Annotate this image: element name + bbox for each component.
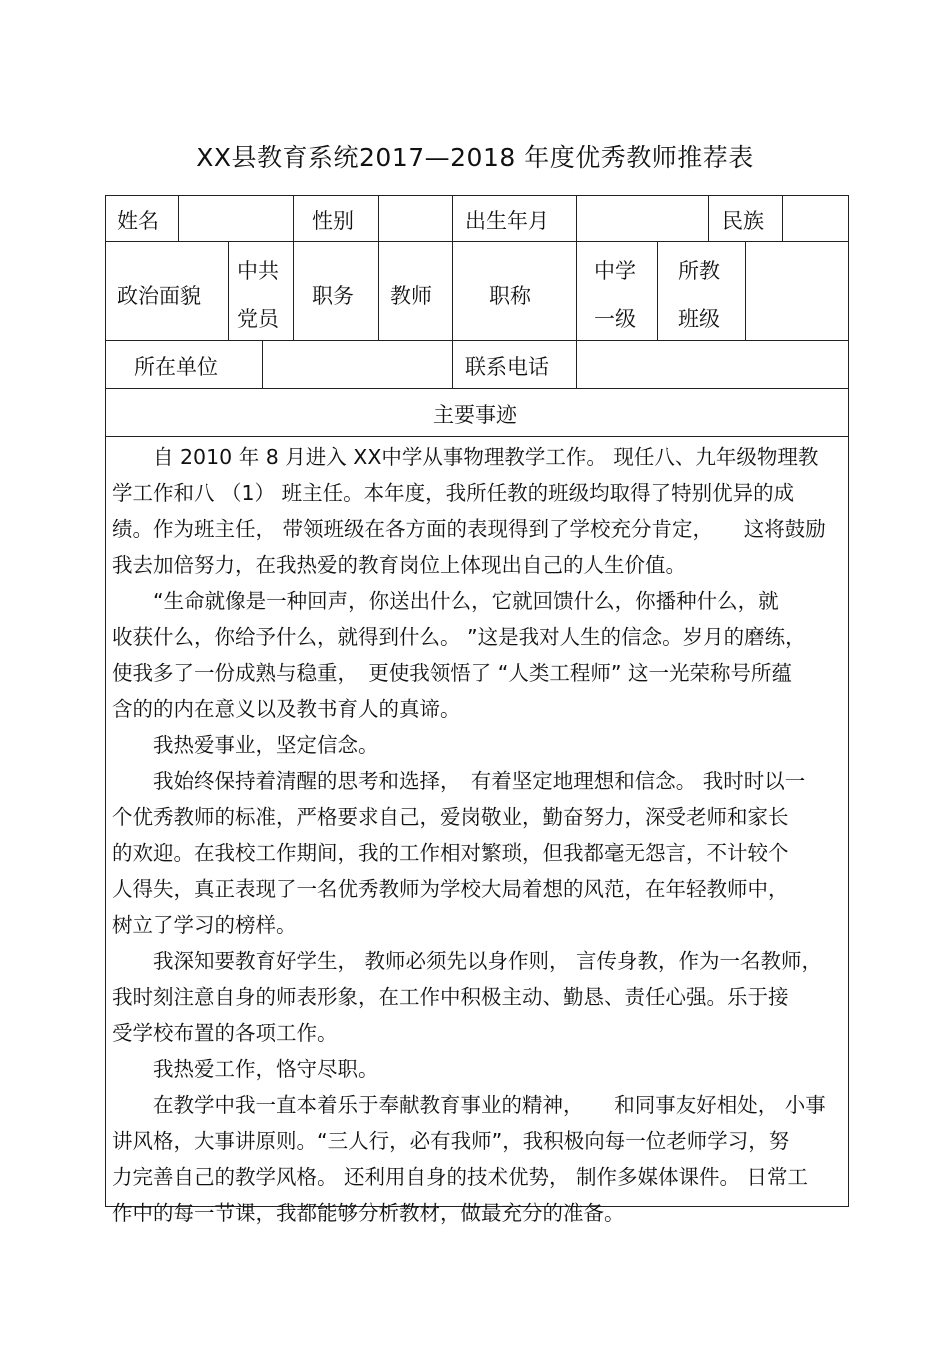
phone-label: 联系电话 (465, 355, 549, 379)
body-line: 在教学中我一直本着乐于奉献教育事业的精神， 和同事友好相处， 小事 (112, 1093, 826, 1117)
body-line: 树立了学习的榜样。 (112, 913, 297, 937)
col-divider (293, 241, 294, 340)
col-divider (262, 340, 263, 388)
body-line: 学工作和八 （1） 班主任。本年度，我所任教的班级均取得了特别优异的成 (112, 481, 795, 505)
body-line: 含的的内在意义以及教书育人的真谛。 (112, 697, 461, 721)
title-rank-label: 职称 (489, 284, 531, 308)
section-title: 主要事迹 (433, 403, 517, 427)
ethnicity-label: 民族 (722, 209, 764, 233)
body-line: 我时刻注意自身的师表形象，在工作中积极主动、勤恳、责任心强。乐于接 (112, 985, 789, 1009)
col-divider (782, 195, 783, 241)
body-line: 我深知要教育好学生， 教师必须先以身作则， 言传身教，作为一名教师， (112, 949, 823, 973)
work-unit-label: 所在单位 (134, 355, 218, 379)
col-divider (657, 241, 658, 340)
row-divider (105, 241, 849, 242)
body-line: 的欢迎。在我校工作期间，我的工作相对繁琐，但我都毫无怨言，不计较个 (112, 841, 789, 865)
col-divider (378, 195, 379, 241)
body-line: “生命就像是一种回声，你送出什么，它就回馈什么，你播种什么，就 (112, 589, 779, 613)
body-line: 人得失，真正表现了一名优秀教师为学校大局着想的风范，在年轻教师中， (112, 877, 789, 901)
body-line: 绩。作为班主任， 带领班级在各方面的表现得到了学校充分肯定， 这将鼓励 (112, 517, 826, 541)
col-divider (452, 195, 453, 241)
position-label: 职务 (312, 284, 354, 308)
col-divider (293, 195, 294, 241)
body-line: 我去加倍努力，在我热爱的教育岗位上体现出自己的人生价值。 (112, 553, 686, 577)
political-status-value-line1: 中共 (237, 259, 279, 283)
col-divider (378, 241, 379, 340)
body-line: 使我多了一份成熟与稳重， 更使我领悟了 “人类工程师” 这一光荣称号所蕴 (112, 661, 793, 685)
body-line: 力完善自己的教学风格。 还利用自身的技术优势， 制作多媒体课件。 日常工 (112, 1165, 809, 1189)
gender-label: 性别 (312, 209, 354, 233)
col-divider (178, 195, 179, 241)
taught-class-label-line2: 班级 (678, 307, 720, 331)
body-line: 自 2010 年 8 月进入 XX中学从事物理教学工作。 现任八、九年级物理教 (112, 445, 819, 469)
row-divider (105, 436, 849, 437)
row-divider (105, 340, 849, 341)
political-status-label: 政治面貌 (117, 284, 201, 308)
col-divider (576, 195, 577, 241)
body-line: 收获什么，你给予什么，就得到什么。 ”这是我对人生的信念。岁月的磨练， (112, 625, 806, 649)
body-line: 受学校布置的各项工作。 (112, 1021, 338, 1045)
col-divider (708, 195, 709, 241)
title-rank-value-line1: 中学 (594, 259, 636, 283)
body-line: 个优秀教师的标准，严格要求自己，爱岗敬业，勤奋努力，深受老师和家长 (112, 805, 789, 829)
birth-date-label: 出生年月 (465, 209, 549, 233)
col-divider (745, 241, 746, 340)
main-achievements-text (112, 439, 842, 1231)
body-line: 我始终保持着清醒的思考和选择， 有着坚定地理想和信念。 我时时以一 (112, 769, 806, 793)
body-line: 我热爱事业，坚定信念。 (112, 733, 379, 757)
col-divider (452, 241, 453, 340)
position-value: 教师 (390, 284, 432, 308)
body-line: 讲风格，大事讲原则。“三人行，必有我师”，我积极向每一位老师学习，努 (112, 1129, 790, 1153)
col-divider (452, 340, 453, 388)
body-line: 作中的每一节课，我都能够分析教材，做最充分的准备。 (112, 1201, 625, 1225)
col-divider (576, 340, 577, 388)
page-title: XX县教育系统2017—2018 年度优秀教师推荐表 (196, 143, 754, 172)
body-line: 我热爱工作，恪守尽职。 (112, 1057, 379, 1081)
col-divider (228, 241, 229, 340)
name-label: 姓名 (117, 209, 159, 233)
political-status-value-line2: 党员 (237, 307, 279, 331)
title-rank-value-line2: 一级 (594, 307, 636, 331)
col-divider (576, 241, 577, 340)
row-divider (105, 388, 849, 389)
taught-class-label-line1: 所教 (678, 259, 720, 283)
